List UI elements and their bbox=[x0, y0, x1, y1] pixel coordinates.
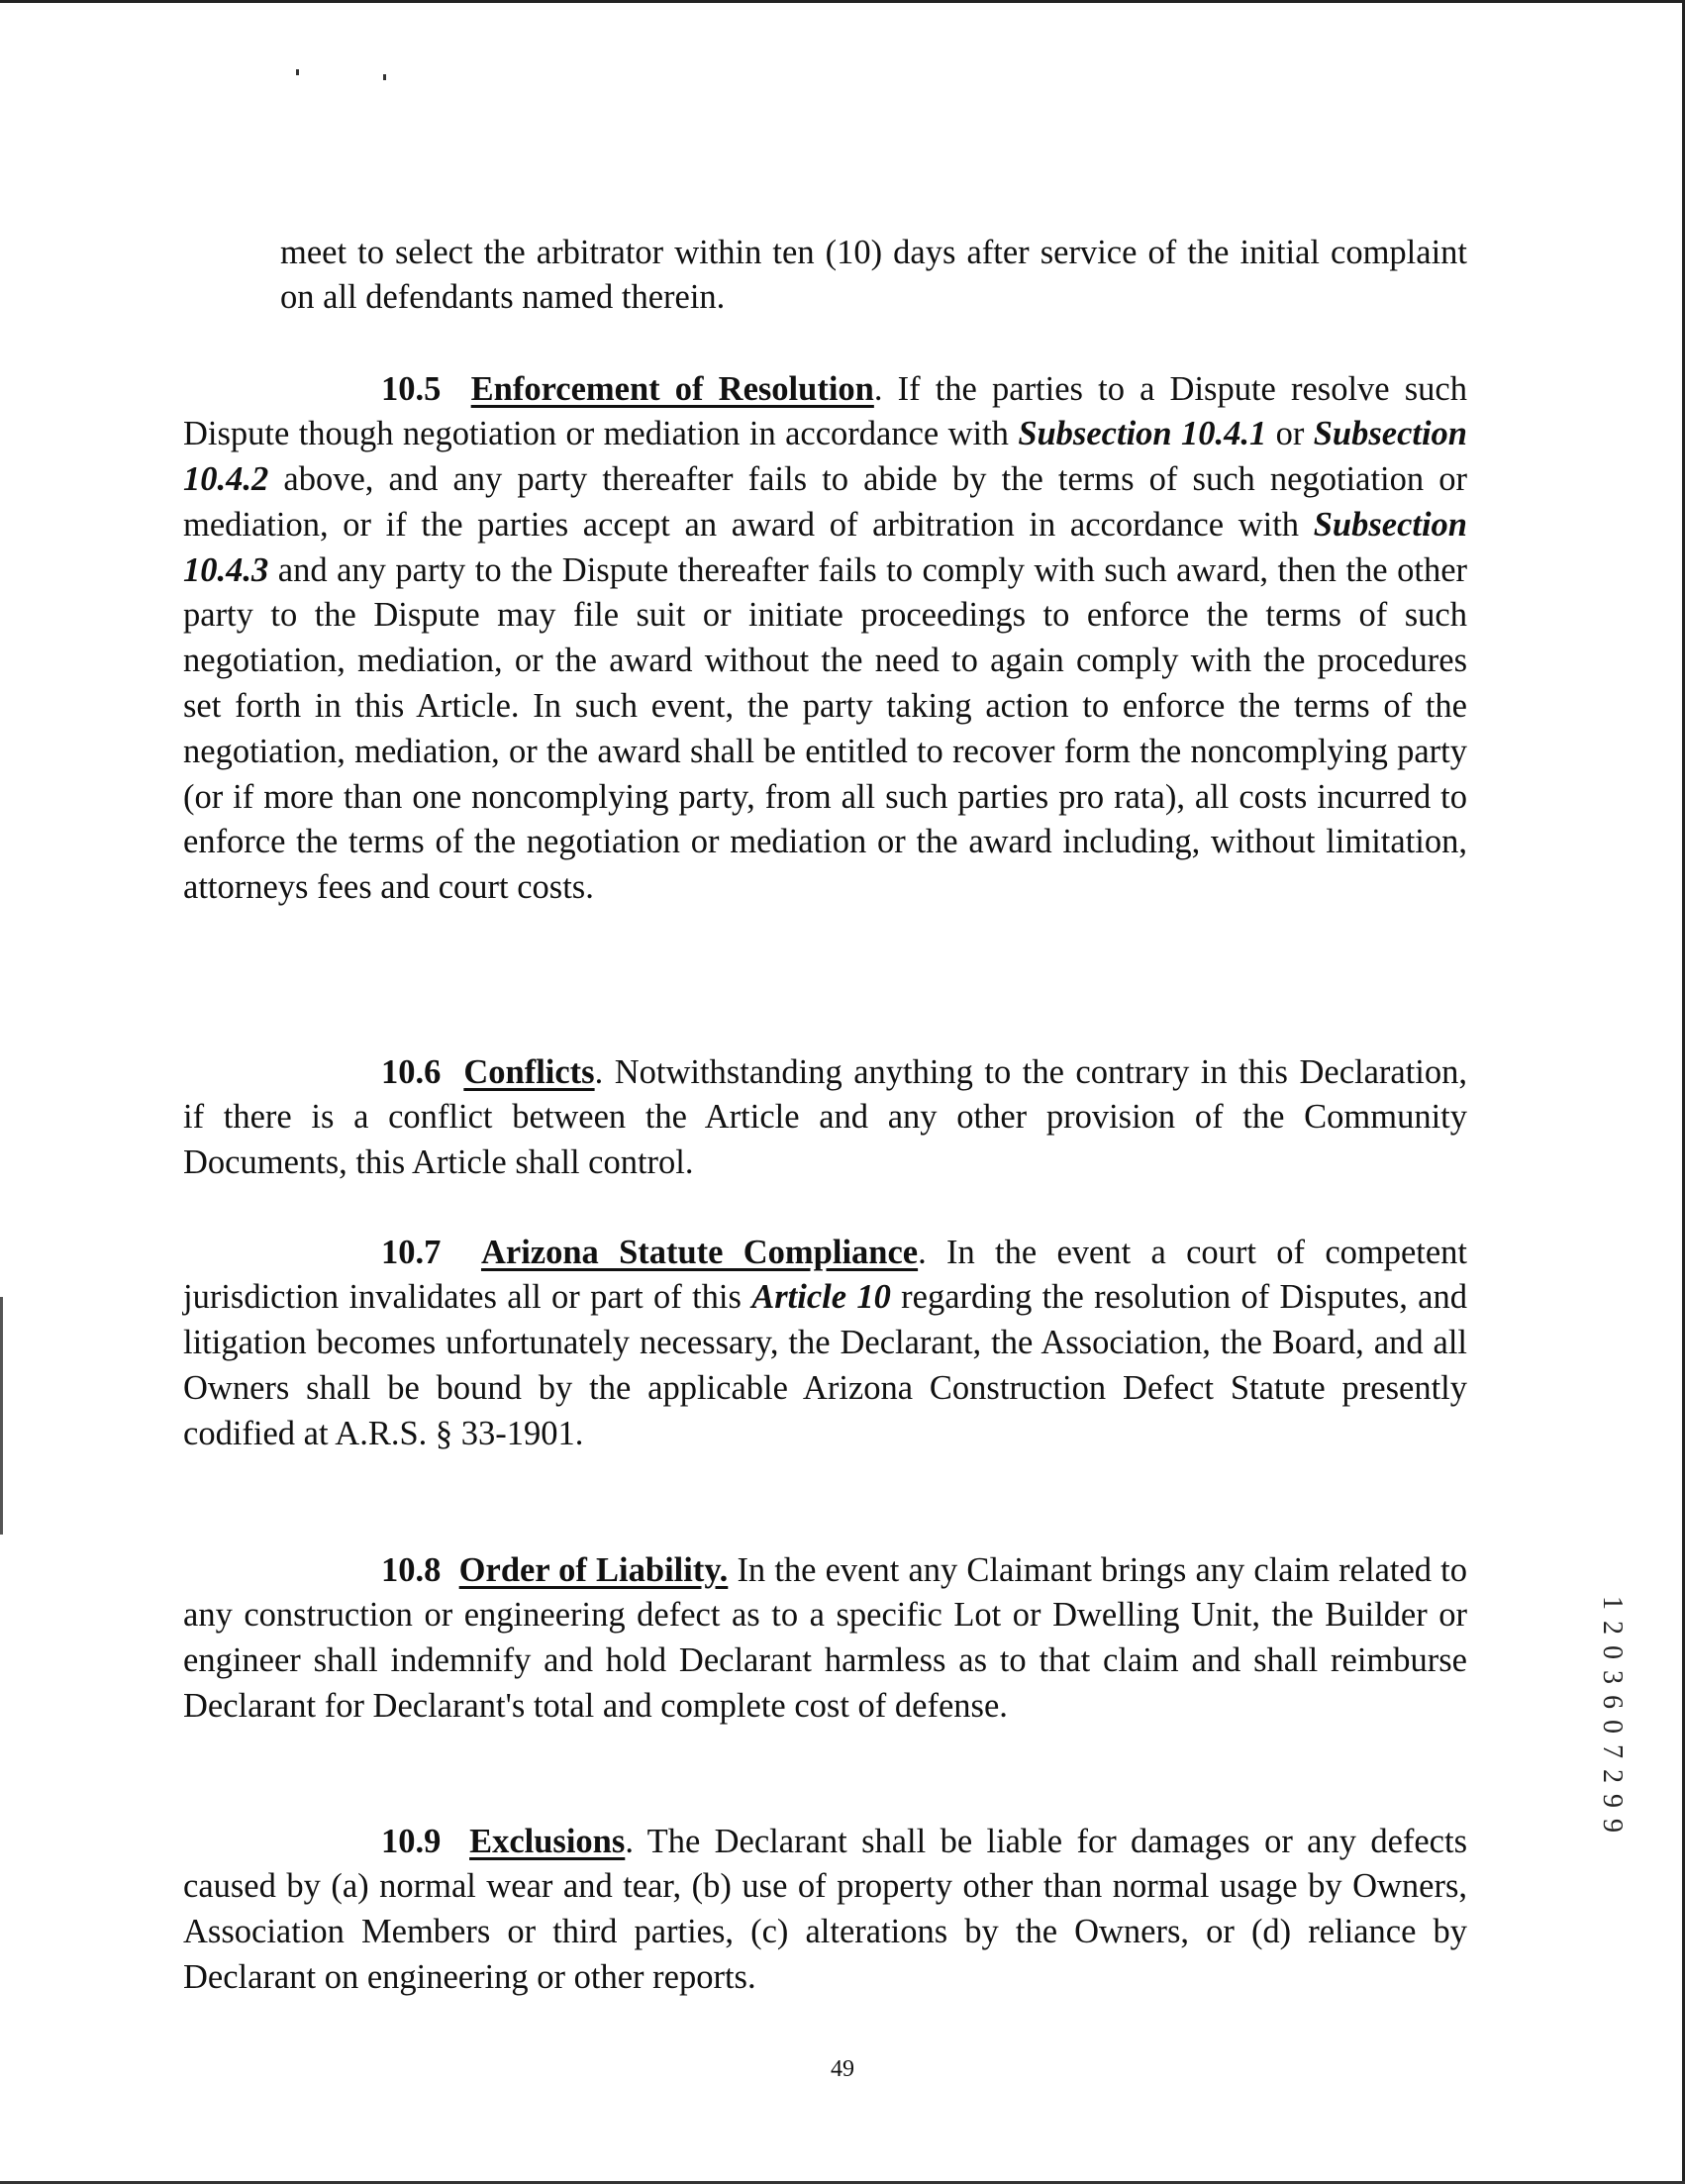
section-text: . If the parties to a Dispute resolve such Dispute though negotiation or mediation in accordance with bbox=[183, 369, 1467, 453]
scan-border-left bbox=[0, 1297, 3, 1535]
section-10-8-paragraph bbox=[183, 1548, 1467, 1730]
section-text: and any party to the Dispute thereafter fails to comply with such award, then the other party to the Dispute may file suit or initiate proceedings to enforce the terms of such negotiation, mediation, or the award without the need to again comply with the procedures set forth in this Article. In such event, the party taking action to enforce the terms of the negotiation, mediation, or the award shall be entitled to recover form the noncomplying party (or if more than one noncomplying party, from all such parties pro rata), all costs incurred to enforce the terms of the negotiation or mediation or the award including, without limitation, attorneys fees and court costs. bbox=[183, 550, 1467, 907]
section-number: 10.7 bbox=[381, 1233, 442, 1271]
section-10-5-paragraph bbox=[183, 367, 1467, 912]
continuation-paragraph: meet to select the arbitrator within ten (10) days after service of the initial complaint on all defendants named therein. bbox=[280, 233, 1467, 317]
section-text: above, and any party thereafter fails to abide by the terms of such negotiation or mediation, or if the parties accept an award of arbitration in accordance with bbox=[183, 460, 1467, 544]
section-text: . Notwithstanding anything to the contrary in this Declaration, if there is a conflict between the Article and any other provision of the Community Documents, this Article shall control. bbox=[183, 1052, 1468, 1182]
section-number: 10.5 bbox=[381, 369, 442, 408]
section-heading: Exclusions bbox=[469, 1822, 626, 1860]
subsection-reference: Subsection 10.4.3 bbox=[183, 505, 1467, 589]
section-heading: Arizona Statute Compliance bbox=[480, 1233, 919, 1271]
section-text: In the event any Claimant brings any claim related to any construction or engineering defect as to a specific Lot or Dwelling Unit, the Builder or engineer shall indemnify and hold Declarant harmless as to that claim and shall reimburse Declarant for Declarant's total and complete cost of defense. bbox=[183, 1550, 1468, 1725]
section-10-9-paragraph bbox=[183, 1820, 1467, 2001]
scan-border-top bbox=[0, 0, 1685, 3]
page-number: 49 bbox=[831, 2056, 854, 2082]
section-number: 10.6 bbox=[381, 1052, 442, 1091]
section-number: 10.9 bbox=[381, 1822, 442, 1860]
section-10-6-paragraph bbox=[183, 1050, 1467, 1186]
section-heading: Conflicts bbox=[463, 1052, 595, 1091]
section-text: regarding the resolution of Disputes, and litigation becomes unfortunately necessary, the Declarant, the Association, the Board, and all Owners shall be bound by the applicable Arizona Construction Defect Statute presently codified at A.R.S. § 33-1901. bbox=[183, 1278, 1467, 1452]
section-10-7-paragraph bbox=[183, 1231, 1467, 1457]
section-text: or bbox=[1266, 415, 1314, 453]
section-text: . The Declarant shall be liable for damages or any defects caused by (a) normal wear and tear, (b) use of property other than normal usage by Owners, Association Members or third parties, (c) alterations by the Owners, or (d) reliance by Declarant on engineering or other reports. bbox=[183, 1822, 1468, 1996]
section-text: . In the event a court of competent jurisdiction invalidates all or part of this bbox=[183, 1233, 1468, 1317]
section-heading: Order of Liability. bbox=[458, 1550, 729, 1589]
recording-number-stamp: 1 2 0 3 6 0 7 2 9 9 bbox=[1597, 1596, 1628, 1835]
subsection-reference: Subsection 10.4.2 bbox=[183, 415, 1467, 499]
subsection-reference: Subsection 10.4.1 bbox=[1018, 415, 1267, 453]
section-number: 10.8 bbox=[381, 1550, 442, 1589]
scan-speck bbox=[296, 69, 299, 75]
scan-speck bbox=[383, 74, 386, 80]
section-heading: Enforcement of Resolution bbox=[470, 369, 874, 408]
article-reference: Article 10 bbox=[751, 1278, 891, 1317]
